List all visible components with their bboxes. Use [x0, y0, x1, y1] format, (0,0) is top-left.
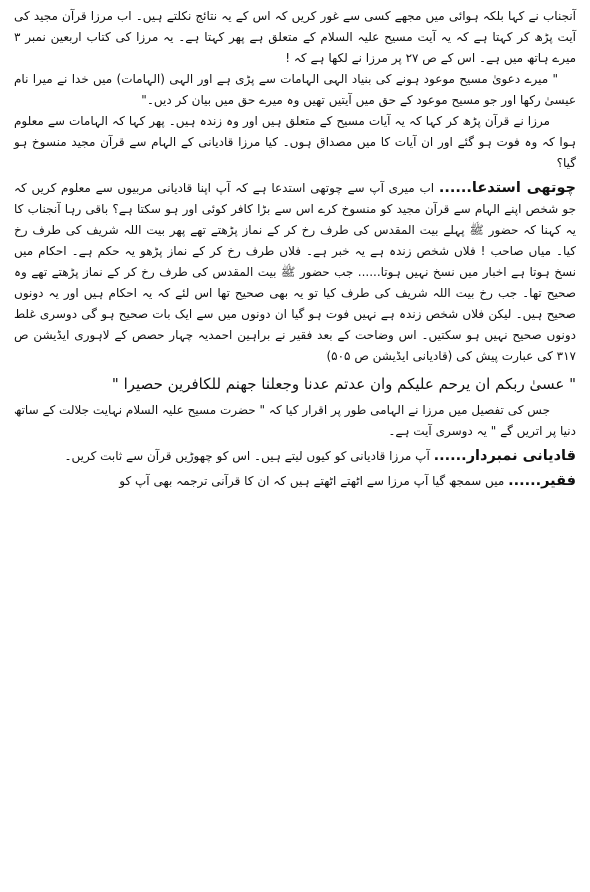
quote-arbain: " میرے دعویٰ مسیح موعود ہونے کی بنیاد الہی الہامات سے پڑی ہے اور الہی (الہامات) میں خدا نے میرا نام عیسیٰ رکھا اور جو مسیح موعود کے حق میں آیتیں تھیں وہ میرے حق میں بیان کر دیں۔" [14, 72, 576, 107]
heading-qadiani-numberdar: قادیانی نمبردار...... [433, 448, 576, 464]
paragraph-faqeer [14, 471, 576, 492]
paragraph-qadiani-numberdar [14, 446, 576, 467]
faqeer-body: میں سمجھ گیا آپ مرزا سے اٹھتے اٹھتے ہیں کہ ان کا قرآنی ترجمہ بھی آپ کو [119, 474, 505, 488]
heading-faqeer: فقیر...... [508, 473, 576, 489]
arabic-verse: " عسیٰ ربکم ان یرحم علیکم وان عدتم عدنا وجعلنا جھنم للکافرین حصیرا " [111, 375, 576, 393]
paragraph-intro: آنجناب نے کہا بلکہ ہوائی میں مجھے کسی سے غور کریں کہ اس کے یہ نتائج نکلتے ہیں۔ اب مرزا قرآن مجید کی آیت پڑھ کر کہتا ہے کہ یہ آیت مسیح علیہ السلام کے متعلق ہے پھر کہتا ہے۔ یہ مرزا کی کتاب اربعین نمبر ۳ میرے ہاتھ میں ہے۔ اس کے ص ۲۷ پر مرزا نے لکھا ہے کہ ! [14, 9, 576, 65]
fourth-request-body: اب میری آپ سے چوتھی استدعا ہے کہ آپ اپنا قادیانی مربیوں سے معلوم کریں کہ جو شخص اپنے الہام سے قرآن مجید کو منسوخ کرے اس سے بڑا کافر کوئی اور ہو سکتا ہے؟ باقی رہا آنجناب کا یہ کہنا کہ حضور ﷺ پہلے بیت المقدس کی طرف رخ کر کے نماز پڑھتے تھے پھر بیت اللہ شریف کی طرف رخ کیا۔ میاں صاحب ! فلاں شخص زندہ ہے یہ خبر ہے۔ فلاں طرف رخ کر کے نماز پڑھو یہ حکم ہے۔ احکام میں نسخ ہوتا ہے اخبار میں نسخ نہیں ہوتا...... جب حضور ﷺ بیت المقدس کی طرف رخ کر کے نماز پڑھتے تھے وہ صحیح تھا۔ جب رخ بیت اللہ شریف کی طرف کیا تو یہ بھی صحیح تھا اس لئے کہ یہ احکام ہیں اور یہ دونوں صحیح ہیں۔ لیکن فلاں شخص زندہ ہے نہیں فوت ہو گیا ان دونوں میں سے ایک بات صحیح ہو گی دوسری غلط دونوں صحیح نہیں ہو سکتیں۔ اس وضاحت کے بعد فقیر نے براہین احمدیہ چہار حصص کے لاہوری ایڈیشن ص ۳۱۷ کی عبارت پیش کی (قادیانی ایڈیشن ص ۵۰۵) [14, 181, 576, 363]
qadiani-numberdar-body: آپ مرزا قادیانی کو کیوں لیتے ہیں۔ اس کو چھوڑیں قرآن سے ثابت کریں۔ [64, 449, 430, 463]
paragraph-abrogation-question: مرزا نے قرآن پڑھ کر کہا کہ یہ آیات مسیح کے متعلق ہیں اور وہ زندہ ہیں۔ پھر کہا کہ الہامات سے معلوم ہوا کہ وہ فوت ہو گئے اور ان آیات کا میں مصداق ہوں۔ کیا مرزا قادیانی کے الہام سے قرآن مجید منسوخ ہو گیا؟ [14, 114, 576, 170]
paragraph-fourth-request [14, 178, 576, 367]
paragraph-detail: جس کی تفصیل میں مرزا نے الہامی طور پر اقرار کیا کہ " حضرت مسیح علیہ السلام نہایت جلالت کے ساتھ دنیا پر اتریں گے " یہ دوسری آیت ہے۔ [14, 403, 576, 438]
heading-fourth-request: چوتھی استدعا...... [438, 180, 576, 196]
